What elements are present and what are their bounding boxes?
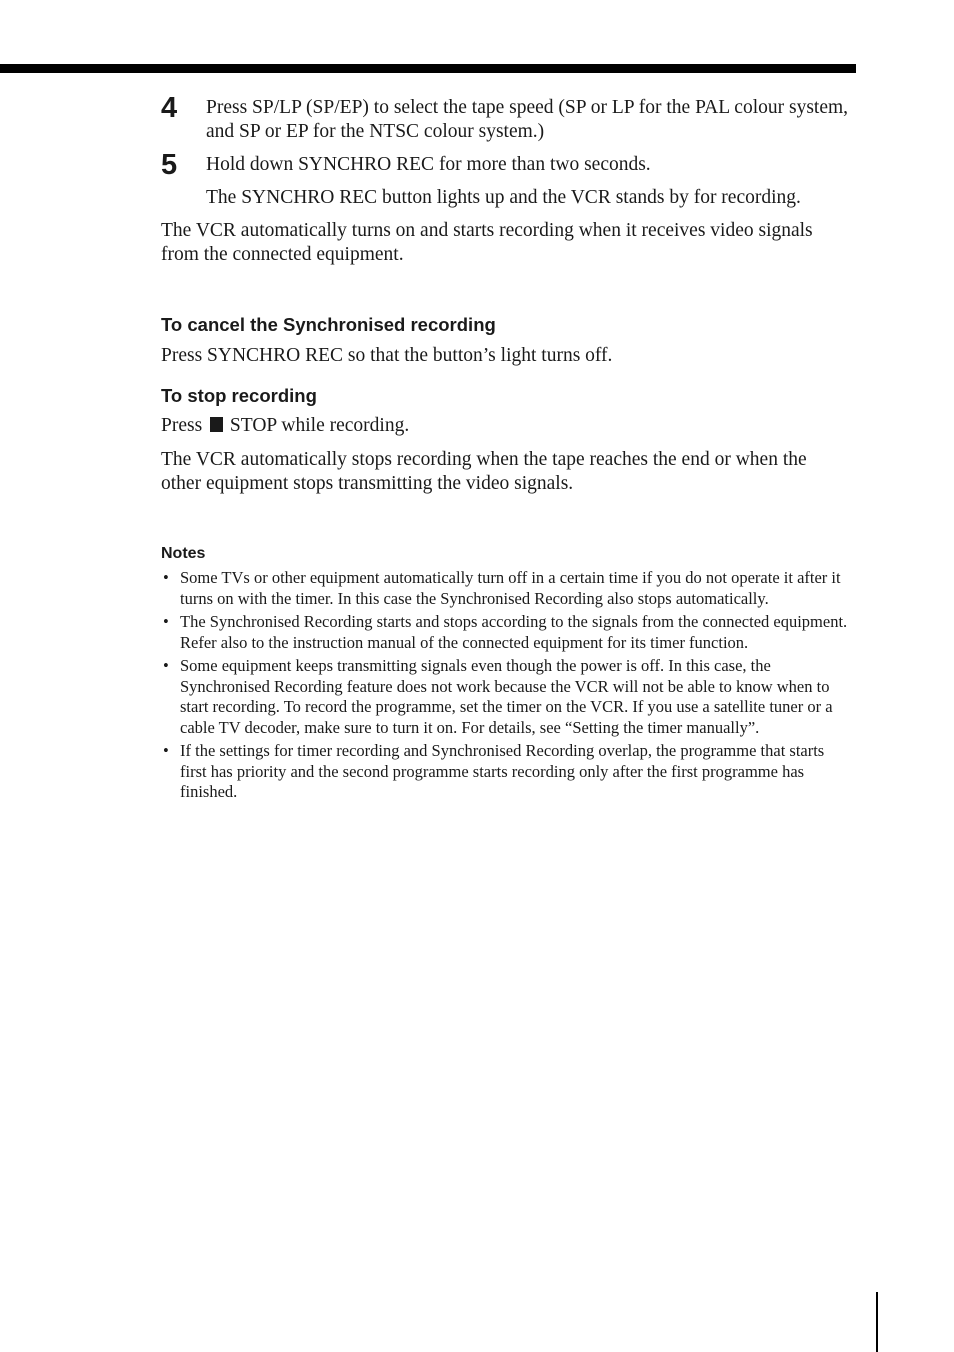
stop-paragraph: The VCR automatically stops recording when the tape reaches the end or when the other equipment stops transmitting the video signals. (161, 449, 807, 494)
note-text: Some equipment keeps transmitting signals even though the power is off. In this case, the Synchronised Recording feature does not work because the VCR will not be able to know when to start recording. To record the programme, set the timer on the VCR. If you use a satellite tuner or a cable TV decoder, make sure to turn it on. For details, see “Setting the timer manually”. (180, 656, 833, 737)
step-4 (161, 92, 851, 144)
side-rule (876, 1292, 878, 1352)
top-rule (0, 64, 856, 73)
note-item (161, 568, 851, 609)
note-item (161, 656, 851, 738)
step-text: Hold down SYNCHRO REC for more than two seconds. (206, 154, 651, 175)
stop-text-before: Press (161, 415, 203, 436)
cancel-text: Press SYNCHRO REC so that the button’s light turns off. (161, 345, 613, 366)
stop-square-icon (210, 417, 223, 432)
bullet: • (163, 656, 169, 675)
bullet: • (163, 612, 169, 631)
step-5-subtext: The SYNCHRO REC button lights up and the VCR stands by for recording. (206, 187, 801, 208)
stop-heading: To stop recording (161, 385, 317, 406)
notes-heading: Notes (161, 545, 206, 562)
note-text: The Synchronised Recording starts and stops according to the signals from the connected equipment. Refer also to the instruction manual of the connected equipment for its timer function. (180, 612, 848, 652)
step-number: 4 (161, 92, 178, 124)
step-number: 5 (161, 149, 178, 181)
bullet: • (163, 568, 169, 587)
cancel-heading: To cancel the Synchronised recording (161, 314, 496, 335)
page-content (161, 92, 851, 806)
note-text: Some TVs or other equipment automatically turn off in a certain time if you do not operate it after it turns on with the timer. In this case the Synchronised Recording also stops automatically. (180, 568, 841, 608)
step-text: Press SP/LP (SP/EP) to select the tape speed (SP or LP for the PAL colour system, and SP or EP for the NTSC colour system.) (206, 97, 849, 142)
note-item (161, 612, 851, 653)
stop-text (161, 414, 851, 438)
note-item (161, 741, 851, 803)
intro-paragraph: The VCR automatically turns on and starts recording when it receives video signals from the connected equipment. (161, 220, 813, 265)
notes-list (161, 568, 851, 803)
stop-text-after: STOP while recording. (229, 415, 410, 436)
step-5 (161, 149, 851, 181)
bullet: • (163, 741, 169, 760)
note-text: If the settings for timer recording and Synchronised Recording overlap, the programme that starts first has priority and the second programme starts recording only after the first programme has finished. (180, 741, 825, 801)
